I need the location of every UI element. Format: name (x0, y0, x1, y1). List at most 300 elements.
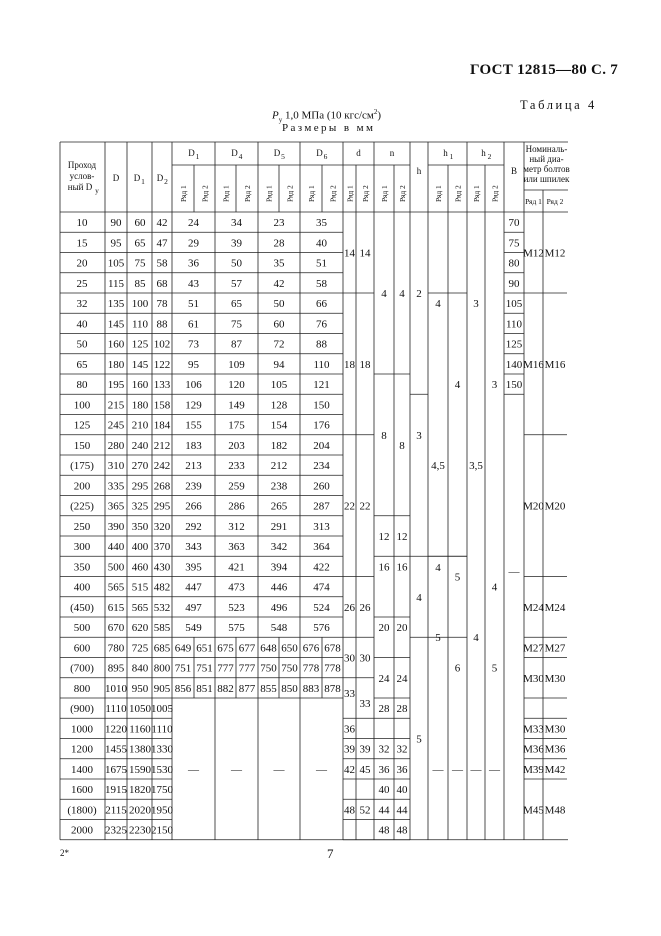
header-row2-vertical: Ряд 2 (328, 185, 338, 202)
header-D6g: D (316, 148, 323, 158)
D6g-value: 35 (316, 217, 327, 229)
n-value: 40 (378, 784, 390, 796)
dy-value: 80 (76, 379, 88, 391)
bolt-value: M30 (523, 672, 544, 685)
D2-value: 212 (153, 439, 171, 452)
h1-value: 4 (454, 379, 461, 392)
dash-value: — (273, 763, 285, 776)
header-D1: D (133, 173, 141, 183)
dy-value: 125 (73, 419, 91, 432)
D1-value: 620 (131, 622, 149, 634)
D1g-value: 155 (185, 419, 202, 432)
header-row1-vertical: Ряд 1 (434, 185, 443, 202)
d-value: 30 (344, 652, 355, 665)
D2-value: 122 (153, 358, 171, 371)
D1g-value: 106 (185, 379, 202, 391)
d-value: 18 (359, 358, 371, 371)
header-D2: D (156, 173, 164, 183)
D1-value: 400 (131, 541, 149, 553)
D4g-value: 575 (228, 622, 245, 634)
dy-value: (900) (70, 703, 94, 715)
D2-value: 370 (153, 541, 171, 553)
D1-value: 110 (131, 318, 149, 331)
D6g-value: 524 (313, 601, 330, 614)
bolt-value: M20 (523, 500, 544, 513)
header-D5g: D (273, 148, 281, 158)
D1-value: 65 (134, 237, 146, 250)
n-value: 32 (396, 743, 408, 756)
dy-value: 300 (73, 541, 91, 553)
n-value: 12 (396, 531, 408, 543)
bolt-value: M30 (544, 672, 566, 685)
dy-value: 1600 (71, 784, 93, 796)
d-value: 39 (344, 743, 355, 756)
n-value: 12 (378, 531, 390, 543)
D1-value: 210 (131, 419, 149, 432)
D2-value: 133 (153, 379, 171, 391)
paired-value: 751 (174, 662, 192, 675)
header-dy-sub: у (95, 186, 99, 195)
dy-value: 1200 (71, 743, 93, 756)
d-value: 48 (344, 804, 355, 817)
bolt-value: M30 (544, 723, 566, 736)
header-row1-vertical: Ряд 1 (345, 185, 355, 202)
D5g-value: 28 (273, 237, 285, 250)
h1-value: 4 (435, 298, 441, 311)
h-value: 3 (416, 429, 422, 442)
header-row1-vertical: Ряд 1 (380, 185, 389, 202)
D-value: 1675 (105, 763, 127, 776)
h-value: 5 (416, 733, 422, 746)
D2-value: 585 (153, 622, 171, 634)
D1g-value: 497 (185, 601, 202, 614)
D1g-value: 183 (185, 439, 202, 452)
D4g-value: 120 (228, 379, 245, 391)
D1g-value: 95 (188, 358, 199, 371)
dy-value: 500 (73, 622, 91, 634)
D2-value: 58 (156, 257, 168, 270)
bolt-value: M12 (523, 247, 544, 260)
D-value: 565 (107, 581, 125, 594)
n-value: 28 (378, 703, 390, 716)
n-value: 48 (396, 824, 408, 837)
D-value: 895 (107, 662, 125, 675)
d-value: 33 (344, 688, 355, 700)
D-value: 1220 (105, 723, 127, 736)
h1-value: 5 (435, 632, 441, 645)
D1g-value: 239 (185, 480, 202, 493)
D2-value: 68 (156, 277, 168, 290)
D5g-value: 548 (270, 622, 288, 634)
dy-value: 1000 (71, 723, 93, 736)
h-value: 2 (416, 288, 422, 300)
D4g-value: 34 (231, 217, 242, 229)
h2-value: 3 (491, 379, 498, 392)
D5g-value: 212 (270, 460, 288, 472)
header-D4g-sub: 4 (238, 152, 243, 161)
D-value: 1915 (105, 784, 127, 796)
header-row2-vertical: Ряд 2 (200, 185, 210, 202)
D1g-value: 447 (185, 581, 202, 594)
dy-value: 40 (76, 318, 88, 331)
D4g-value: 75 (231, 318, 242, 331)
n-value: 36 (396, 763, 408, 776)
D2-value: 2150 (151, 824, 173, 837)
paired-value: 877 (238, 682, 256, 695)
d-value: 33 (359, 698, 371, 710)
D2-value: 1110 (151, 723, 173, 736)
D2-value: 242 (153, 460, 171, 472)
n-value: 24 (396, 672, 408, 685)
D6g-value: 287 (313, 500, 330, 513)
D2-value: 430 (153, 561, 171, 574)
n-value: 20 (396, 622, 408, 635)
D-value: 245 (107, 419, 125, 432)
header-row1-vertical: Ряд 1 (179, 185, 188, 202)
D6g-value: 88 (316, 338, 327, 351)
D1-value: 2230 (129, 824, 151, 837)
dy-value: 2000 (71, 824, 93, 837)
D4g-value: 473 (228, 581, 245, 594)
d-value: 26 (359, 601, 371, 614)
dy-value: 600 (73, 642, 91, 655)
h-value: 4 (416, 591, 422, 604)
paired-value: 850 (281, 682, 298, 695)
paired-value: 651 (196, 642, 213, 655)
D1g-value: 213 (185, 460, 202, 472)
D5g-value: 394 (270, 561, 288, 574)
D5g-value: 446 (270, 581, 288, 594)
D-value: 95 (110, 237, 122, 250)
paired-value: 778 (302, 662, 320, 675)
B-value: 150 (505, 379, 523, 391)
D-value: 440 (107, 541, 125, 553)
bolt-value: M24 (523, 601, 544, 614)
paired-value: 878 (324, 682, 341, 695)
bolt-value: M16 (544, 358, 566, 371)
D2-value: 295 (153, 500, 171, 513)
D5g-value: 238 (270, 480, 288, 493)
D-value: 1455 (105, 743, 127, 756)
paired-value: 750 (281, 662, 298, 675)
bolt-value: M42 (544, 763, 566, 776)
dy-value: (450) (70, 601, 94, 614)
D6g-value: 474 (313, 581, 330, 594)
d-value: 22 (344, 500, 355, 513)
D1g-value: 36 (188, 257, 199, 270)
paired-value: 675 (217, 642, 234, 655)
D-value: 310 (107, 460, 125, 472)
header-dy-line3: ный D (67, 182, 93, 192)
d-value: 22 (359, 500, 371, 513)
n-value: 8 (381, 429, 387, 442)
bolt-value: M48 (544, 804, 566, 817)
header-row1-vertical: Ряд 1 (221, 185, 231, 202)
D6g-value: 150 (313, 399, 330, 412)
bolt-value: M12 (544, 247, 566, 260)
header-h: h (416, 166, 422, 176)
h2-value: 4 (491, 581, 498, 594)
D1-value: 1380 (129, 743, 151, 756)
dy-value: 25 (76, 277, 88, 290)
B-value: 80 (508, 257, 520, 270)
D-value: 1010 (105, 682, 127, 695)
paired-value: 855 (260, 682, 277, 695)
D2-value: 320 (153, 520, 171, 533)
pressure-superscript: 2 (373, 108, 378, 116)
d-value: 52 (359, 804, 371, 817)
D6g-value: 76 (316, 318, 327, 331)
D6g-value: 40 (316, 237, 327, 250)
D1-value: 160 (131, 379, 149, 391)
D2-value: 47 (156, 237, 168, 250)
h2-value: 3 (473, 298, 479, 311)
n-value: 28 (396, 703, 408, 716)
header-bolt-row2: Ряд 2 (546, 197, 564, 206)
dy-value: 100 (73, 399, 91, 412)
bolt-value: M20 (544, 500, 566, 513)
D-value: 115 (107, 277, 125, 290)
D1-value: 1590 (129, 763, 151, 776)
dash-value: — (452, 763, 463, 776)
B-value: 110 (505, 318, 523, 331)
B-value: 105 (505, 298, 523, 310)
D1g-value: 129 (185, 399, 202, 412)
dash-value: — (231, 763, 242, 776)
document-header: ГОСТ 12815—80 С. 7 (470, 62, 619, 78)
paired-value: 777 (238, 662, 256, 675)
d-value: 45 (359, 763, 371, 776)
D6g-value: 576 (313, 622, 330, 634)
paired-value: 678 (324, 642, 341, 655)
D-value: 280 (107, 439, 125, 452)
h1-value: 4 (435, 561, 441, 574)
header-bolt-line4: или шпилек (523, 174, 570, 184)
dy-value: 50 (76, 338, 88, 351)
D6g-value: 234 (313, 460, 330, 472)
dy-value: (700) (70, 662, 94, 675)
D2-value: 1750 (151, 784, 173, 796)
D4g-value: 109 (228, 358, 245, 371)
D4g-value: 233 (228, 460, 245, 472)
header-row1-vertical: Ряд 1 (472, 185, 481, 202)
D-value: 105 (107, 257, 125, 270)
h2-value: 5 (491, 662, 498, 675)
d-value: 36 (344, 723, 355, 736)
d-value: 14 (344, 247, 355, 260)
paired-value: 778 (324, 662, 341, 675)
B-value: 70 (508, 217, 520, 229)
bolt-value: M36 (523, 743, 544, 756)
D2-value: 905 (153, 682, 171, 695)
D4g-value: 523 (228, 601, 245, 614)
bolt-value: M16 (523, 358, 544, 371)
d-value: 39 (359, 743, 371, 756)
d-value: 14 (359, 247, 371, 260)
dy-value: 800 (73, 682, 91, 695)
header-bolt-line3: метр болтов (523, 164, 570, 174)
pressure-text: 1,0 МПа (10 кгс/см (282, 109, 374, 122)
D4g-value: 203 (228, 439, 245, 452)
d-value: 30 (359, 652, 371, 665)
h1-value: 5 (454, 571, 461, 584)
dy-value: 20 (76, 257, 88, 270)
D1-value: 515 (131, 581, 149, 594)
D2-value: 102 (153, 338, 171, 351)
D-value: 365 (107, 500, 125, 513)
D2-value: 42 (156, 217, 168, 229)
B-value: 125 (505, 338, 523, 351)
header-bolt-line1: Номиналь- (525, 144, 568, 154)
h1-value: 6 (454, 662, 461, 675)
dy-value: 15 (76, 237, 88, 250)
D-value: 615 (107, 601, 125, 614)
D1-value: 270 (131, 460, 149, 472)
D1-value: 75 (134, 257, 146, 270)
D1g-value: 395 (185, 561, 202, 574)
D6g-value: 176 (313, 419, 330, 432)
D1-value: 950 (131, 682, 149, 695)
paired-value: 677 (238, 642, 256, 655)
n-value: 44 (378, 804, 390, 817)
D1-value: 100 (131, 298, 149, 310)
D1-value: 2020 (129, 804, 151, 817)
pressure-end: ) (377, 109, 382, 122)
D2-value: 78 (156, 298, 168, 310)
D1-value: 725 (131, 642, 149, 655)
D4g-value: 149 (228, 399, 245, 412)
D4g-value: 57 (231, 277, 242, 290)
header-row2-vertical: Ряд 2 (490, 185, 500, 202)
sizes-caption: Размеры в мм (282, 122, 376, 134)
n-value: 24 (378, 672, 390, 685)
D4g-value: 50 (231, 257, 242, 270)
paired-value: 851 (196, 682, 213, 695)
d-value: 42 (344, 763, 355, 776)
D1-value: 840 (131, 662, 149, 675)
B-dash: — (508, 565, 520, 578)
h1-value: 4,5 (431, 460, 445, 473)
dash-value: — (188, 763, 199, 776)
D2-value: 532 (153, 601, 171, 614)
dy-value: (175) (70, 460, 94, 472)
D2-value: 88 (156, 318, 168, 331)
header-row2-vertical: Ряд 2 (243, 185, 252, 202)
bolt-value: M27 (544, 642, 566, 655)
dy-value: 200 (73, 480, 91, 493)
D2-value: 1005 (151, 703, 173, 715)
D1-value: 1820 (129, 784, 151, 796)
header-bolt-line2: ный диа- (529, 154, 564, 164)
D1-value: 1050 (129, 703, 151, 715)
D6g-value: 422 (313, 561, 330, 574)
D4g-value: 286 (228, 500, 245, 513)
D1g-value: 29 (188, 237, 199, 250)
dy-value: 10 (76, 217, 88, 229)
paired-value: 777 (217, 662, 234, 675)
paired-value: 750 (260, 662, 277, 675)
paired-value: 650 (281, 642, 298, 655)
d-value: 18 (344, 358, 355, 371)
D2-value: 158 (153, 399, 171, 412)
header-D: D (112, 173, 120, 183)
n-value: 8 (399, 439, 405, 452)
n-value: 48 (378, 824, 390, 837)
pressure-symbol: P (272, 109, 279, 122)
paired-value: 883 (302, 682, 320, 695)
D5g-value: 182 (270, 439, 288, 452)
header-dy-line2: услов- (69, 171, 95, 181)
dy-value: (1800) (67, 804, 97, 817)
header-h2: h (481, 148, 486, 158)
D4g-value: 421 (228, 561, 245, 574)
D1g-value: 61 (188, 318, 199, 331)
D5g-value: 291 (270, 520, 288, 533)
D-value: 780 (107, 642, 125, 655)
D4g-value: 39 (231, 237, 242, 250)
page-number: 7 (327, 846, 334, 861)
header-D1g-sub: 1 (195, 152, 200, 161)
header-D4g: D (231, 148, 238, 158)
D-value: 180 (107, 358, 125, 371)
D6g-value: 110 (313, 358, 330, 371)
dy-value: 32 (76, 298, 88, 310)
header-row2-vertical: Ряд 2 (361, 185, 370, 202)
D4g-value: 87 (231, 338, 242, 351)
bolt-value: M39 (523, 763, 544, 776)
D2-value: 1950 (151, 804, 173, 817)
B-value: 75 (508, 237, 520, 250)
D-value: 145 (107, 318, 125, 331)
D1g-value: 51 (188, 298, 199, 310)
D2-value: 800 (153, 662, 171, 675)
D2-value: 685 (153, 642, 171, 655)
paired-value: 648 (260, 642, 277, 655)
D1-value: 240 (131, 439, 149, 452)
table-label: Таблица 4 (520, 98, 597, 112)
D1g-value: 73 (188, 338, 199, 351)
n-value: 16 (396, 561, 408, 574)
dy-value: 400 (73, 581, 91, 594)
D2-value: 1330 (151, 743, 173, 756)
D-value: 1110 (105, 703, 127, 715)
dy-value: 1400 (71, 763, 93, 776)
D2-value: 482 (153, 581, 171, 594)
header-bolt-row1: Ряд 1 (525, 197, 542, 206)
pressure-subscript: y (278, 115, 283, 124)
d-value: 26 (344, 601, 355, 614)
bolt-value: M36 (544, 743, 566, 756)
header-n: n (389, 148, 395, 158)
D1-value: 460 (131, 561, 149, 574)
B-value: 90 (508, 277, 520, 290)
D4g-value: 363 (228, 541, 245, 553)
D6g-value: 121 (313, 379, 330, 391)
D5g-value: 23 (273, 217, 285, 229)
D-value: 500 (107, 561, 125, 574)
D6g-value: 66 (316, 298, 327, 310)
h2-value: 4 (473, 632, 479, 645)
D6g-value: 51 (316, 257, 327, 270)
paired-value: 751 (196, 662, 213, 675)
D6g-value: 260 (313, 480, 330, 493)
bolt-value: M27 (523, 642, 544, 655)
header-row1-vertical: Ряд 1 (307, 185, 316, 202)
D2-value: 1530 (151, 763, 173, 776)
h2-value: 3,5 (469, 460, 483, 473)
header-row2-vertical: Ряд 2 (285, 185, 295, 202)
D6g-value: 58 (316, 277, 327, 290)
